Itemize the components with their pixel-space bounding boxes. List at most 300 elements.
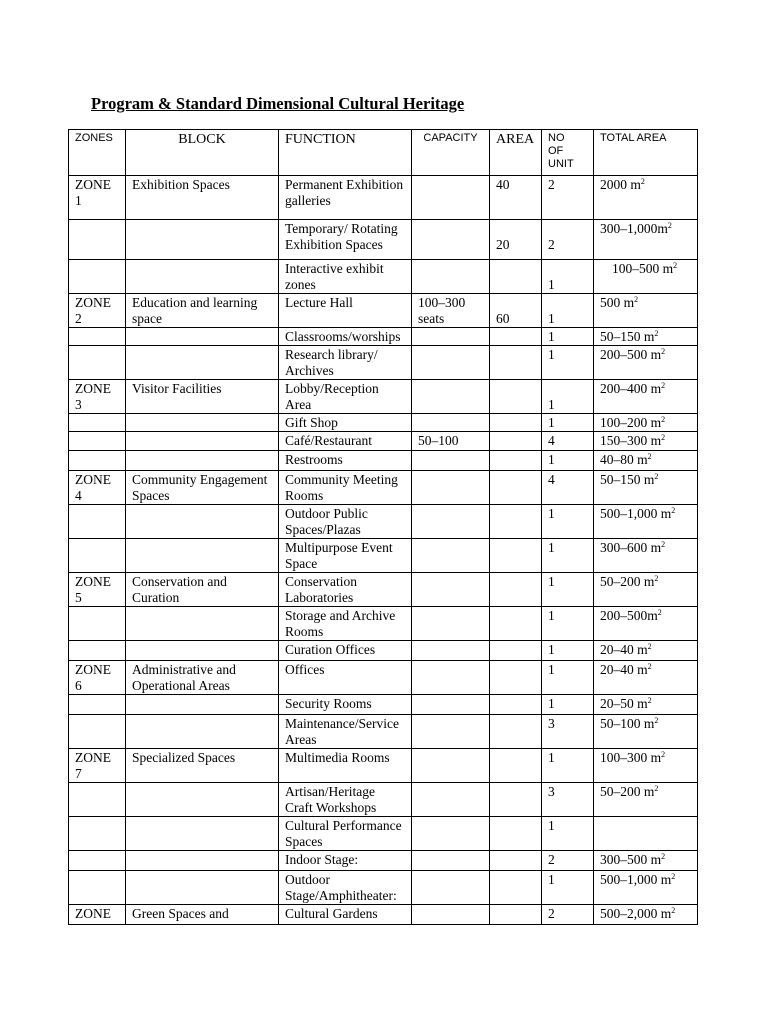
- capacity-cell: [412, 715, 490, 749]
- unit-cell: [542, 661, 594, 695]
- total-area-value: 2000 m: [600, 177, 641, 192]
- total-area-unit-exponent: 2: [647, 696, 652, 705]
- capacity-cell: [412, 328, 490, 346]
- unit-cell: [542, 695, 594, 715]
- total-area-value: 50–150 m: [600, 472, 655, 487]
- area-cell-text: 20: [496, 237, 510, 252]
- zone-cell: [69, 176, 126, 220]
- total-area-unit-exponent: 2: [667, 221, 672, 230]
- function-cell: [279, 573, 412, 607]
- function-cell: [279, 260, 412, 294]
- function-cell: [279, 695, 412, 715]
- capacity-cell: [412, 451, 490, 471]
- table-row: [69, 294, 698, 328]
- total-area-cell: [594, 573, 698, 607]
- capacity-cell: [412, 294, 490, 328]
- unit-cell-text: 1: [548, 277, 555, 292]
- function-cell-text: Cultural Performance Spaces: [285, 818, 402, 849]
- function-cell-text: Restrooms: [285, 452, 343, 467]
- unit-cell-text: 1: [548, 506, 555, 521]
- total-area-value: 100–300 m: [600, 750, 662, 765]
- table-row: [69, 749, 698, 783]
- total-area-cell: [594, 260, 698, 294]
- unit-cell-text: 1: [548, 347, 555, 362]
- unit-cell: [542, 783, 594, 817]
- total-area-unit-exponent: 2: [634, 295, 639, 304]
- table-row: [69, 471, 698, 505]
- capacity-cell: [412, 573, 490, 607]
- capacity-cell: [412, 505, 490, 539]
- function-cell-text: Research library/ Archives: [285, 347, 378, 378]
- function-cell-text: Outdoor Public Spaces/Plazas: [285, 506, 368, 537]
- capacity-cell: [412, 176, 490, 220]
- unit-cell: [542, 905, 594, 925]
- total-area-cell: [594, 661, 698, 695]
- block-cell: [126, 539, 279, 573]
- total-area-unit-exponent: 2: [673, 261, 678, 270]
- total-area-value: 500–1,000 m: [600, 872, 672, 887]
- block-cell: [126, 607, 279, 641]
- zone-cell: [69, 695, 126, 715]
- zone-cell: [69, 715, 126, 749]
- table-row: [69, 905, 698, 925]
- function-cell-text: Outdoor Stage/Amphitheater:: [285, 872, 397, 903]
- total-area-unit-exponent: 2: [654, 329, 659, 338]
- zone-cell-text: ZONE 2: [75, 295, 111, 326]
- function-cell: [279, 505, 412, 539]
- unit-cell-text: 1: [548, 818, 555, 833]
- area-cell: [490, 607, 542, 641]
- zone-cell: [69, 851, 126, 871]
- table-row: [69, 414, 698, 432]
- total-area-value: 50–200 m: [600, 574, 655, 589]
- unit-cell: [542, 539, 594, 573]
- block-cell-text: Visitor Facilities: [132, 381, 222, 396]
- table-row: [69, 432, 698, 451]
- table-row: [69, 783, 698, 817]
- function-cell: [279, 471, 412, 505]
- area-cell: [490, 905, 542, 925]
- unit-cell-text: 2: [548, 177, 555, 192]
- function-cell-text: Classrooms/worships: [285, 329, 401, 344]
- capacity-cell: [412, 641, 490, 661]
- block-cell: [126, 176, 279, 220]
- total-area-cell: [594, 432, 698, 451]
- block-cell: [126, 817, 279, 851]
- total-area-unit-exponent: 2: [647, 642, 652, 651]
- function-cell-text: Permanent Exhibition galleries: [285, 177, 404, 208]
- function-cell: [279, 380, 412, 414]
- table-row: [69, 607, 698, 641]
- zone-cell: [69, 380, 126, 414]
- table-row: [69, 573, 698, 607]
- function-cell: [279, 851, 412, 871]
- total-area-unit-exponent: 2: [654, 716, 659, 725]
- header-total-area: TOTAL AREA: [594, 130, 698, 176]
- block-cell: [126, 432, 279, 451]
- unit-cell-text: 1: [548, 662, 555, 677]
- unit-cell-text: 3: [548, 784, 555, 799]
- total-area-value: 100–200 m: [600, 415, 662, 430]
- total-area-unit-exponent: 2: [654, 784, 659, 793]
- zone-cell: [69, 294, 126, 328]
- block-cell: [126, 641, 279, 661]
- block-cell: [126, 380, 279, 414]
- unit-cell-text: 1: [548, 872, 555, 887]
- total-area-unit-exponent: 2: [661, 750, 666, 759]
- block-cell: [126, 905, 279, 925]
- zone-cell: [69, 641, 126, 661]
- unit-cell-text: 1: [548, 696, 555, 711]
- function-cell: [279, 641, 412, 661]
- area-cell-text: 60: [496, 311, 510, 326]
- zone-cell: [69, 871, 126, 905]
- total-area-unit-exponent: 2: [657, 608, 662, 617]
- unit-cell: [542, 294, 594, 328]
- function-cell: [279, 749, 412, 783]
- function-cell: [279, 346, 412, 380]
- total-area-unit-exponent: 2: [661, 415, 666, 424]
- unit-cell-text: 1: [548, 574, 555, 589]
- table-row: [69, 539, 698, 573]
- unit-cell: [542, 505, 594, 539]
- area-cell: [490, 695, 542, 715]
- capacity-cell: [412, 695, 490, 715]
- unit-cell: [542, 607, 594, 641]
- table-row: [69, 451, 698, 471]
- function-cell: [279, 539, 412, 573]
- function-cell-text: Conservation Laboratories: [285, 574, 357, 605]
- unit-cell-text: 2: [548, 852, 555, 867]
- total-area-unit-exponent: 2: [654, 574, 659, 583]
- area-cell: [490, 715, 542, 749]
- block-cell-text: Administrative and Operational Areas: [132, 662, 236, 693]
- table-row: [69, 695, 698, 715]
- block-cell: [126, 871, 279, 905]
- capacity-cell: [412, 260, 490, 294]
- header-capacity: CAPACITY: [412, 130, 490, 176]
- total-area-cell: [594, 414, 698, 432]
- table-row: [69, 176, 698, 220]
- unit-cell: [542, 641, 594, 661]
- total-area-cell: [594, 695, 698, 715]
- zone-cell: [69, 220, 126, 260]
- function-cell: [279, 220, 412, 260]
- total-area-cell: [594, 294, 698, 328]
- capacity-cell: [412, 346, 490, 380]
- total-area-unit-exponent: 2: [661, 852, 666, 861]
- unit-cell: [542, 451, 594, 471]
- function-cell-text: Community Meeting Rooms: [285, 472, 398, 503]
- zone-cell-text: ZONE: [75, 906, 111, 921]
- table-row: [69, 817, 698, 851]
- total-area-unit-exponent: 2: [647, 452, 652, 461]
- total-area-value: 500–2,000 m: [600, 906, 672, 921]
- total-area-unit-exponent: 2: [640, 177, 645, 186]
- zone-cell: [69, 451, 126, 471]
- total-area-value: 20–40 m: [600, 642, 648, 657]
- total-area-unit-exponent: 2: [654, 472, 659, 481]
- area-cell: [490, 346, 542, 380]
- area-cell: [490, 294, 542, 328]
- function-cell: [279, 783, 412, 817]
- zone-cell: [69, 817, 126, 851]
- table-row: [69, 260, 698, 294]
- table-row: [69, 328, 698, 346]
- table-row: [69, 505, 698, 539]
- unit-cell-text: 1: [548, 311, 555, 326]
- area-cell: [490, 451, 542, 471]
- total-area-cell: [594, 871, 698, 905]
- unit-cell: [542, 220, 594, 260]
- total-area-cell: [594, 817, 698, 851]
- area-cell: [490, 871, 542, 905]
- table-row: [69, 380, 698, 414]
- total-area-value: 40–80 m: [600, 452, 648, 467]
- total-area-value: 200–400 m: [600, 381, 662, 396]
- table-row: [69, 220, 698, 260]
- unit-cell-text: 2: [548, 237, 555, 252]
- function-cell-text: Interactive exhibit zones: [285, 261, 384, 292]
- block-cell: [126, 505, 279, 539]
- area-cell: [490, 176, 542, 220]
- unit-cell: [542, 817, 594, 851]
- total-area-value: 50–200 m: [600, 784, 655, 799]
- zone-cell: [69, 783, 126, 817]
- unit-cell: [542, 346, 594, 380]
- function-cell: [279, 451, 412, 471]
- area-cell: [490, 220, 542, 260]
- total-area-cell: [594, 539, 698, 573]
- unit-cell: [542, 432, 594, 451]
- function-cell: [279, 432, 412, 451]
- area-cell-text: 40: [496, 177, 510, 192]
- total-area-cell: [594, 505, 698, 539]
- function-cell-text: Artisan/Heritage Craft Workshops: [285, 784, 377, 815]
- capacity-cell: [412, 871, 490, 905]
- zone-cell: [69, 749, 126, 783]
- total-area-value: 500 m: [600, 295, 635, 310]
- capacity-cell: [412, 380, 490, 414]
- unit-cell-text: 1: [548, 750, 555, 765]
- total-area-unit-exponent: 2: [661, 381, 666, 390]
- total-area-cell: [594, 176, 698, 220]
- capacity-cell-text: 50–100: [418, 433, 459, 448]
- capacity-cell: [412, 905, 490, 925]
- function-cell-text: Offices: [285, 662, 325, 677]
- zone-cell: [69, 505, 126, 539]
- zone-cell-text: ZONE 7: [75, 750, 111, 781]
- block-cell: [126, 451, 279, 471]
- total-area-cell: [594, 328, 698, 346]
- table-row: [69, 851, 698, 871]
- area-cell: [490, 260, 542, 294]
- total-area-value: 150–300 m: [600, 433, 662, 448]
- total-area-value: 300–600 m: [600, 540, 662, 555]
- total-area-unit-exponent: 2: [661, 347, 666, 356]
- capacity-cell-text: 100–300 seats: [418, 295, 466, 326]
- block-cell-text: Exhibition Spaces: [132, 177, 230, 192]
- block-cell: [126, 220, 279, 260]
- block-cell: [126, 715, 279, 749]
- table-row: [69, 871, 698, 905]
- unit-cell: [542, 749, 594, 783]
- function-cell-text: Indoor Stage:: [285, 852, 359, 867]
- function-cell-text: Multipurpose Event Space: [285, 540, 393, 571]
- block-cell: [126, 414, 279, 432]
- zone-cell: [69, 346, 126, 380]
- block-cell: [126, 346, 279, 380]
- total-area-value: 300–1,000m: [600, 221, 668, 236]
- unit-cell-text: 3: [548, 716, 555, 731]
- total-area-unit-exponent: 2: [647, 662, 652, 671]
- total-area-unit-exponent: 2: [671, 906, 676, 915]
- total-area-cell: [594, 905, 698, 925]
- document-title: Program & Standard Dimensional Cultural Heritage: [91, 94, 465, 113]
- area-cell: [490, 414, 542, 432]
- function-cell-text: Gift Shop: [285, 415, 338, 430]
- zone-cell: [69, 661, 126, 695]
- capacity-cell: [412, 783, 490, 817]
- total-area-cell: [594, 783, 698, 817]
- table-row: [69, 641, 698, 661]
- function-cell: [279, 905, 412, 925]
- function-cell: [279, 871, 412, 905]
- zone-cell-text: ZONE 4: [75, 472, 111, 503]
- function-cell: [279, 328, 412, 346]
- block-cell-text: Specialized Spaces: [132, 750, 236, 765]
- block-cell-text: Education and learning space: [132, 295, 258, 326]
- header-no-of-unit: NO OF UNIT: [542, 130, 594, 176]
- area-cell: [490, 505, 542, 539]
- zone-cell: [69, 573, 126, 607]
- zone-cell-text: ZONE 5: [75, 574, 111, 605]
- area-cell: [490, 539, 542, 573]
- table-row: [69, 661, 698, 695]
- area-cell: [490, 661, 542, 695]
- unit-cell-text: 1: [548, 608, 555, 623]
- unit-cell-text: 1: [548, 642, 555, 657]
- total-area-value: 200–500m: [600, 608, 658, 623]
- zone-cell: [69, 905, 126, 925]
- zone-cell-text: ZONE 3: [75, 381, 111, 412]
- zone-cell-text: ZONE 1: [75, 177, 111, 208]
- total-area-value: 20–50 m: [600, 696, 648, 711]
- total-area-cell: [594, 715, 698, 749]
- capacity-cell: [412, 661, 490, 695]
- zone-cell: [69, 607, 126, 641]
- capacity-cell: [412, 432, 490, 451]
- unit-cell-text: 4: [548, 472, 555, 487]
- block-cell: [126, 851, 279, 871]
- block-cell-text: Community Engagement Spaces: [132, 472, 268, 503]
- zone-cell: [69, 414, 126, 432]
- block-cell: [126, 783, 279, 817]
- total-area-unit-exponent: 2: [661, 540, 666, 549]
- unit-cell: [542, 380, 594, 414]
- total-area-value: 100–500 m: [612, 261, 674, 276]
- area-cell: [490, 749, 542, 783]
- capacity-cell: [412, 851, 490, 871]
- zone-cell: [69, 328, 126, 346]
- zone-cell-text: ZONE 6: [75, 662, 111, 693]
- total-area-unit-exponent: 2: [671, 872, 676, 881]
- unit-cell: [542, 176, 594, 220]
- total-area-unit-exponent: 2: [661, 433, 666, 442]
- total-area-value: 50–100 m: [600, 716, 655, 731]
- block-cell: [126, 749, 279, 783]
- table-row: [69, 346, 698, 380]
- unit-cell-text: 1: [548, 415, 555, 430]
- zone-cell: [69, 260, 126, 294]
- block-cell: [126, 661, 279, 695]
- function-cell-text: Multimedia Rooms: [285, 750, 390, 765]
- area-cell: [490, 851, 542, 871]
- unit-cell: [542, 260, 594, 294]
- unit-cell-text: 2: [548, 906, 555, 921]
- area-cell: [490, 380, 542, 414]
- unit-cell: [542, 471, 594, 505]
- header-row: [69, 130, 698, 176]
- total-area-value: 50–150 m: [600, 329, 655, 344]
- block-cell-text: Green Spaces and: [132, 906, 229, 921]
- unit-cell-text: 1: [548, 397, 555, 412]
- unit-cell: [542, 573, 594, 607]
- function-cell-text: Cultural Gardens: [285, 906, 378, 921]
- total-area-cell: [594, 749, 698, 783]
- function-cell-text: Café/Restaurant: [285, 433, 372, 448]
- total-area-cell: [594, 220, 698, 260]
- total-area-cell: [594, 851, 698, 871]
- total-area-cell: [594, 471, 698, 505]
- function-cell-text: Lecture Hall: [285, 295, 353, 310]
- table-row: [69, 715, 698, 749]
- header-area: AREA: [490, 130, 542, 176]
- capacity-cell: [412, 607, 490, 641]
- unit-cell-text: 4: [548, 433, 555, 448]
- unit-cell-text: 1: [548, 452, 555, 467]
- total-area-cell: [594, 346, 698, 380]
- header-zones: ZONES: [69, 130, 126, 176]
- zone-cell: [69, 471, 126, 505]
- capacity-cell: [412, 414, 490, 432]
- area-cell: [490, 471, 542, 505]
- header-block: BLOCK: [126, 130, 279, 176]
- capacity-cell: [412, 749, 490, 783]
- function-cell: [279, 414, 412, 432]
- function-cell: [279, 817, 412, 851]
- block-cell: [126, 328, 279, 346]
- function-cell: [279, 607, 412, 641]
- area-cell: [490, 641, 542, 661]
- zone-cell: [69, 432, 126, 451]
- block-cell: [126, 573, 279, 607]
- unit-cell: [542, 715, 594, 749]
- program-table: [68, 129, 698, 925]
- block-cell: [126, 471, 279, 505]
- block-cell-text: Conservation and Curation: [132, 574, 227, 605]
- unit-cell: [542, 851, 594, 871]
- area-cell: [490, 328, 542, 346]
- capacity-cell: [412, 471, 490, 505]
- area-cell: [490, 817, 542, 851]
- function-cell-text: Maintenance/Service Areas: [285, 716, 399, 747]
- block-cell: [126, 695, 279, 715]
- function-cell: [279, 715, 412, 749]
- area-cell: [490, 432, 542, 451]
- function-cell-text: Security Rooms: [285, 696, 372, 711]
- area-cell: [490, 573, 542, 607]
